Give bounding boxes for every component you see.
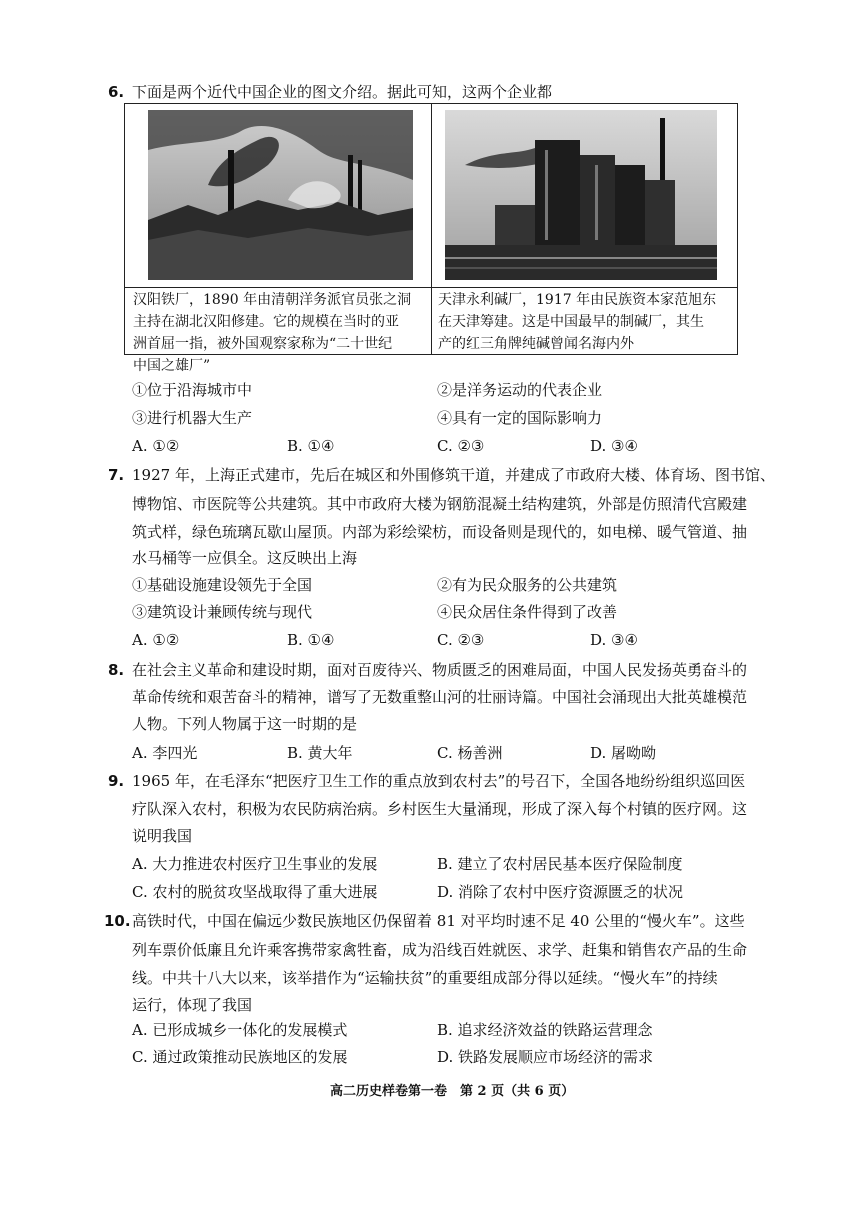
question-10-line: 高铁时代，中国在偏远少数民族地区仍保留着 81 对平均时速不足 40 公里的“慢火车”。这些 bbox=[132, 912, 745, 930]
question-8-line: 在社会主义革命和建设时期，面对百废待兴、物质匮乏的困难局面，中国人民发扬英勇奋斗的 bbox=[132, 661, 748, 679]
yongli-caption-line: 产的红三角牌纯碱曾闻名海内外 bbox=[438, 336, 634, 352]
yongli-soda-works-photo bbox=[445, 110, 717, 280]
question-10-line: 列车票价低廉且允许乘客携带家禽牲畜，成为沿线百姓就医、求学、赶集和销售农产品的生命 bbox=[132, 941, 748, 959]
question-7-line: 筑式样，绿色琉璃瓦歇山屋顶。内部为彩绘梁枋，而设备则是现代的，如电梯、暖气管道、抽 bbox=[132, 523, 748, 541]
choice-a[interactable]: A. ①② bbox=[132, 437, 180, 455]
question-7-number: 7. bbox=[108, 466, 125, 484]
choice-a[interactable]: A. 李四光 bbox=[132, 744, 198, 762]
question-10-line: 运行，体现了我国 bbox=[132, 996, 253, 1014]
choice-b[interactable]: B. 黄大年 bbox=[287, 744, 353, 762]
question-7-line: 1927 年，上海正式建市，先后在城区和外围修筑干道，并建成了市政府大楼、体育场、图书馆、 bbox=[132, 466, 775, 484]
question-8-line: 人物。下列人物属于这一时期的是 bbox=[132, 715, 358, 733]
yongli-caption-line: 天津永利碱厂，1917 年由民族资本家范旭东 bbox=[438, 292, 717, 308]
question-9-line: 说明我国 bbox=[132, 827, 193, 845]
statement-item: ②是洋务运动的代表企业 bbox=[437, 381, 603, 399]
table-divider bbox=[125, 287, 737, 288]
choice-b[interactable]: B. 追求经济效益的铁路运营理念 bbox=[437, 1021, 653, 1039]
enterprise-table bbox=[124, 103, 738, 374]
question-8-line: 革命传统和艰苦奋斗的精神，谱写了无数重整山河的壮丽诗篇。中国社会涌现出大批英雄模范 bbox=[132, 688, 748, 706]
question-6-number: 6. bbox=[108, 83, 125, 101]
choice-c[interactable]: C. 杨善洲 bbox=[437, 744, 503, 762]
choice-c[interactable]: C. 通过政策推动民族地区的发展 bbox=[132, 1048, 348, 1066]
choice-c[interactable]: C. 农村的脱贫攻坚战取得了重大进展 bbox=[132, 883, 378, 901]
statement-item: ②有为民众服务的公共建筑 bbox=[437, 576, 618, 594]
choice-d[interactable]: D. ③④ bbox=[590, 437, 638, 455]
hanyang-caption-line: 主持在湖北汉阳修建。它的规模在当时的亚 bbox=[133, 314, 399, 330]
choice-c[interactable]: C. ②③ bbox=[437, 437, 485, 455]
page-footer: 高二历史样卷第一卷 第 2 页（共 6 页） bbox=[330, 1084, 575, 1099]
choice-d[interactable]: D. 消除了农村中医疗资源匮乏的状况 bbox=[437, 883, 684, 901]
choice-c[interactable]: C. ②③ bbox=[437, 631, 485, 649]
yongli-caption-line: 在天津筹建。这是中国最早的制碱厂，其生 bbox=[438, 314, 704, 330]
question-10-number: 10. bbox=[104, 912, 131, 930]
question-7-line: 水马桶等一应俱全。这反映出上海 bbox=[132, 549, 358, 567]
question-8-number: 8. bbox=[108, 661, 125, 679]
choice-b[interactable]: B. ①④ bbox=[287, 437, 335, 455]
question-9-line: 1965 年，在毛泽东“把医疗卫生工作的重点放到农村去”的号召下，全国各地纷纷组织巡回医 bbox=[132, 772, 746, 790]
question-10-line: 线。中共十八大以来，该举措作为“运输扶贫”的重要组成部分得以延续。“慢火车”的持续 bbox=[132, 969, 718, 987]
choice-d[interactable]: D. ③④ bbox=[590, 631, 638, 649]
question-9-number: 9. bbox=[108, 772, 125, 790]
hanyang-caption-line: 汉阳铁厂，1890 年由清朝洋务派官员张之洞 bbox=[133, 292, 412, 308]
hanyang-caption-line: 中国之雄厂” bbox=[133, 358, 211, 374]
statement-item: ④民众居住条件得到了改善 bbox=[437, 603, 618, 621]
question-6-stem: 下面是两个近代中国企业的图文介绍。据此可知，这两个企业都 bbox=[132, 83, 553, 101]
choice-a[interactable]: A. ①② bbox=[132, 631, 180, 649]
choice-d[interactable]: D. 屠呦呦 bbox=[590, 744, 657, 762]
statement-item: ③建筑设计兼顾传统与现代 bbox=[132, 603, 313, 621]
choice-b[interactable]: B. 建立了农村居民基本医疗保险制度 bbox=[437, 855, 683, 873]
table-divider bbox=[431, 104, 432, 354]
statement-item: ①位于沿海城市中 bbox=[132, 381, 253, 399]
choice-a[interactable]: A. 大力推进农村医疗卫生事业的发展 bbox=[132, 855, 378, 873]
choice-d[interactable]: D. 铁路发展顺应市场经济的需求 bbox=[437, 1048, 654, 1066]
statement-item: ③进行机器大生产 bbox=[132, 409, 253, 427]
question-9-line: 疗队深入农村，积极为农民防病治病。乡村医生大量涌现，形成了深入每个村镇的医疗网。这 bbox=[132, 800, 748, 818]
hanyang-ironworks-photo bbox=[148, 110, 413, 280]
question-7-line: 博物馆、市医院等公共建筑。其中市政府大楼为钢筋混凝土结构建筑，外部是仿照清代宫殿建 bbox=[132, 495, 748, 513]
choice-a[interactable]: A. 已形成城乡一体化的发展模式 bbox=[132, 1021, 348, 1039]
statement-item: ①基础设施建设领先于全国 bbox=[132, 576, 313, 594]
statement-item: ④具有一定的国际影响力 bbox=[437, 409, 603, 427]
choice-b[interactable]: B. ①④ bbox=[287, 631, 335, 649]
hanyang-caption-line: 洲首屈一指，被外国观察家称为“二十世纪 bbox=[133, 336, 393, 352]
